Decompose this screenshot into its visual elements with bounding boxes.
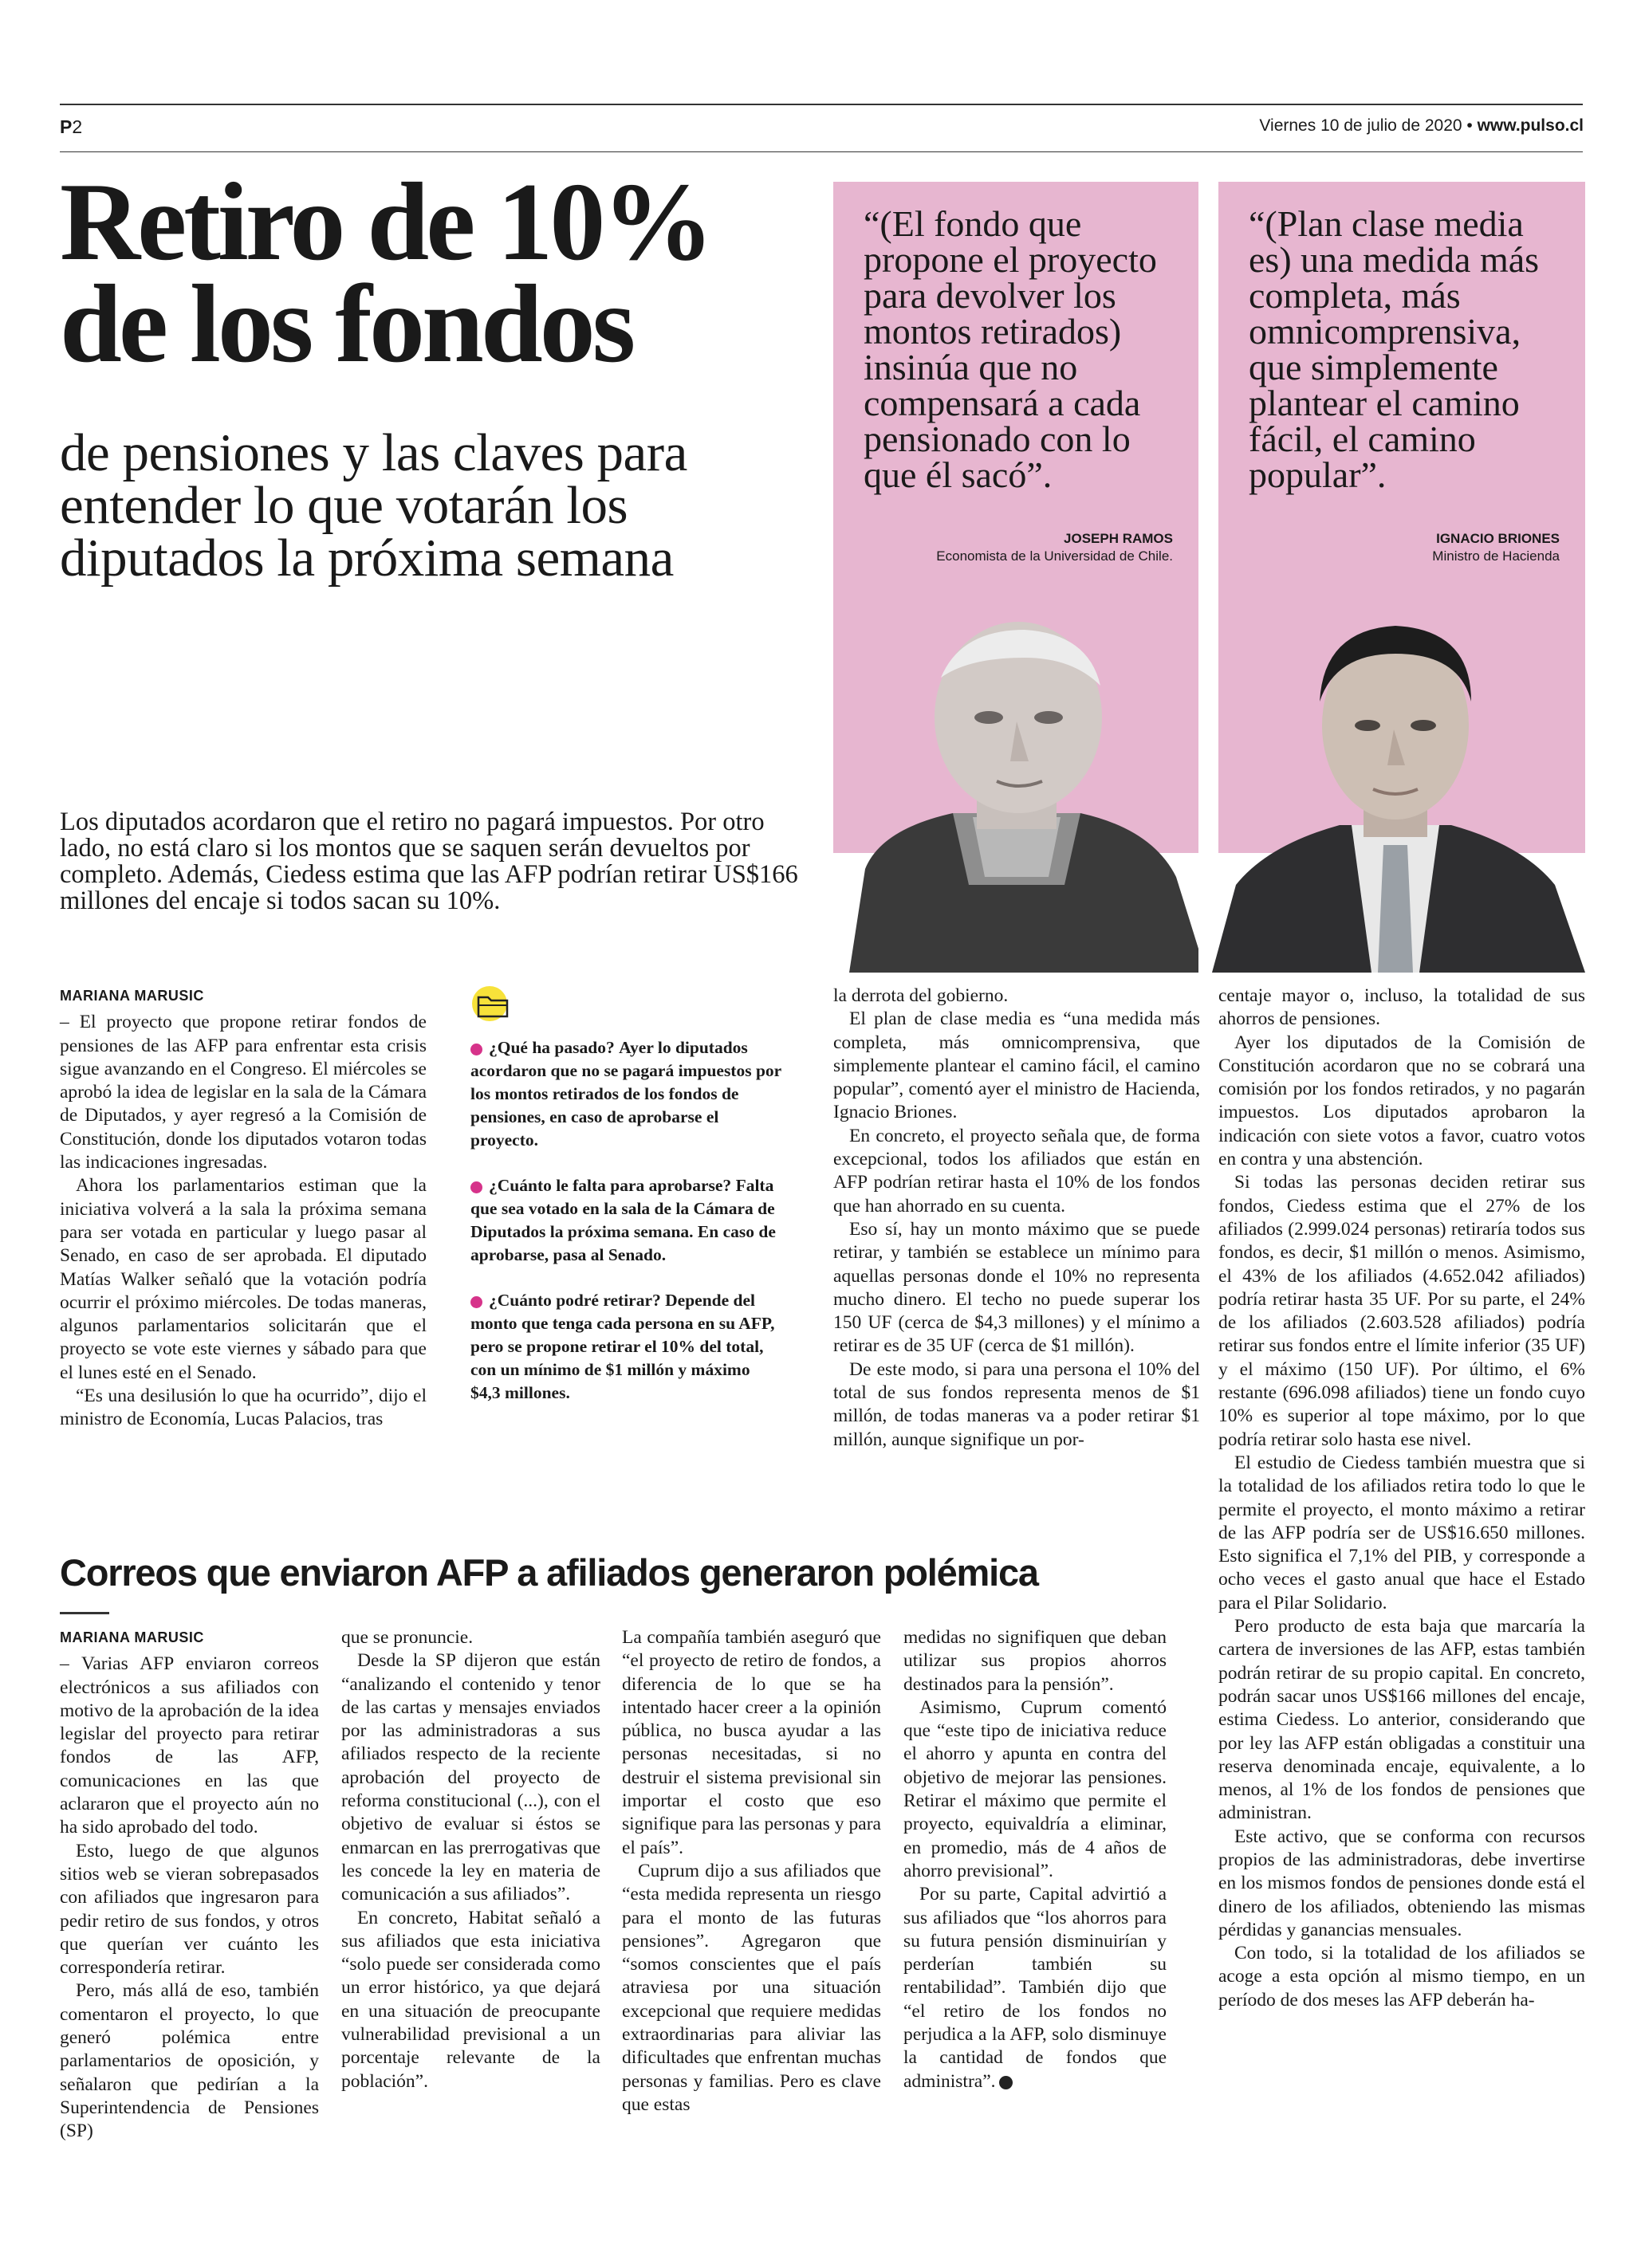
page-number: 2	[72, 116, 83, 137]
page-folio	[60, 116, 82, 138]
qa-item	[470, 1036, 781, 1152]
dateline	[1259, 116, 1584, 136]
portrait-ramos	[833, 614, 1198, 973]
qa-answer: Depende del monto que tenga cada persona en su AFP, pero se propone retirar el 10% del total, con un mínimo de $1 millón y máximo $4,3 millones.	[470, 1291, 775, 1402]
page-letter: P	[60, 116, 73, 137]
paragraph: Pero producto de esta baja que marcaría la cartera de inversiones de las AFP, estas también podrán retirar de su propio capital. En concreto, podrán sacar unos US$166 millones del encaje, estima Ciedess. Lo anterior, considerando que por ley las AFP están obligadas a constituir una reserva denominada encaje, equivalente, a lo menos, al 1% de los fondos de pensiones que administran.	[1218, 1616, 1585, 1824]
paragraph: la derrota del gobierno.	[833, 985, 1009, 1006]
paragraph: Eso sí, hay un monto máximo que se puede retirar, y también se establece un mínimo para aquellas personas donde el 10% no representa mucho dinero. El techo no puede superar los 150 UF (cerca de $4,3 millones) y el mínimo a retirar es de 35 UF (cerca de $1 millón).	[833, 1218, 1200, 1357]
paragraph: Esto, luego de que algunos sitios web se vieran sobrepasados con afiliados que ingresaron para pedir retiro de sus fondos, y otros que querían ver cuánto les correspondería retirar.	[60, 1840, 319, 1979]
paragraph-text: Por su parte, Capital advirtió a sus afiliados que “los ahorros para su futura pensión disminuirían y perderían también su rentabilidad”. También dijo que “el retiro de los fondos no perjudica a la AFP, solo disminuye la cantidad de fondos que administra”.	[903, 1884, 1167, 2092]
quote-text-briones: “(Plan clase media es) una medida más completa, más omnicomprensiva, que simplemente plantear el camino fácil, el camino popular”.	[1249, 203, 1540, 495]
qa-question: ¿Cuánto le falta para aprobarse?	[489, 1176, 732, 1195]
quote-text-ramos: “(El fondo que propone el proyecto para devolver los montos retirados) insinúa que no compensará a cada pensionado con lo que él sacó”.	[864, 203, 1157, 495]
article2-title: Correos que enviaron AFP a afiliados generaron polémica	[60, 1551, 1038, 1594]
qa-answer: Ayer lo diputados acordaron que no se pagará impuestos por los montos retirados de los fondos de pensiones, en caso de aprobarse el proyecto.	[470, 1038, 781, 1150]
qa-question: ¿Qué ha pasado?	[489, 1038, 615, 1057]
issue-date: Viernes 10 de julio de 2020	[1259, 116, 1462, 135]
paragraph: El estudio de Ciedess también muestra que si la totalidad de los afiliados retira todo lo que le permite el proyecto, el monto máximo a retirar de las AFP podría ser de US$16.650 millones. Esto significa el 7,1% del PIB, y corresponde a ocho veces el gasto anual que hace el Estado para el Pilar Solidario.	[1218, 1452, 1585, 1614]
paragraph: que se pronuncie.	[341, 1627, 474, 1648]
site-link[interactable]: www.pulso.cl	[1477, 116, 1584, 135]
top-rule	[60, 104, 1583, 105]
qa-question: ¿Cuánto podré retirar?	[489, 1291, 661, 1310]
paragraph: Cuprum dijo a sus afiliados que “esta medida representa un riesgo para el monto de las futuras pensiones”. Agregaron que “somos conscientes que el país atraviesa por una situación excepcional que requiere medidas extraordinarias para aliviar las dificultades que enfrentan muchas personas y familias. Pero es clave que estas	[622, 1860, 881, 2115]
paragraph: La compañía también aseguró que “el proyecto de retiro de fondos, a diferencia de lo que se ha intentado hacer creer a la opinión pública, no busca ayudar a las personas necesitadas, si no destruir el sistema previsional sin importar el costo que eso signifique para las personas y para el país”.	[622, 1627, 881, 1858]
paragraph: centaje mayor o, incluso, la totalidad de sus ahorros de pensiones.	[1218, 985, 1585, 1030]
portrait-briones	[1204, 614, 1585, 973]
paragraph: Con todo, si la totalidad de los afiliados se acoge a esta opción al mismo tiempo, en un período de dos meses las AFP deberán ha-	[1218, 1943, 1585, 2011]
article1-col1	[60, 985, 427, 1432]
headline: Retiro de 10% de los fondos	[60, 160, 711, 386]
article1-col4	[1218, 985, 1585, 2012]
paragraph: Asimismo, Cuprum comentó que “este tipo de iniciativa reduce el ahorro y apunta en contra del objetivo de mejorar las pensiones. Retirar el máximo que permite el proyecto, equivaldría a eliminar, en promedio, más de 4 años de ahorro previsional”.	[903, 1696, 1167, 1881]
paragraph: Si todas las personas deciden retirar sus fondos, Ciedess estima que el 27% de los afiliados (2.999.024 personas) retiraría todos sus fondos, es decir, $1 millón o menos. Asimismo, el 43% de los afiliados (4.652.042 afiliados) podría retirar hasta 35 UF. Por su parte, el 24% de los afiliados (2.603.528 afiliados) podría retirar sus fondos entre el límite inferior (35 UF) y el máximo (150 UF). Por último, el 6% restante (696.098 afiliados) tiene un fondo cuyo 10% es superior al tope máximo, por lo que podría retirar solo hasta ese nivel.	[1218, 1172, 1585, 1450]
quote-role-ramos: Economista de la Universidad de Chile.	[936, 548, 1173, 564]
paragraph: En concreto, Habitat señaló a sus afiliados que esta iniciativa “solo puede ser considerada como un error histórico, ya que dejará en una situación de preocupante vulnerabilidad previsional a un porcentaje relevante de la población”.	[341, 1907, 600, 2092]
folder-icon	[470, 985, 515, 1027]
article2-col3	[622, 1626, 881, 2117]
paragraph: El plan de clase media es “una medida más completa, más omnicomprensiva, que simplemente plantear el camino fácil, el camino popular”, comentó ayer el ministro de Hacienda, Ignacio Briones.	[833, 1008, 1200, 1123]
paragraph: Ahora los parlamentarios estiman que la iniciativa volverá a la sala la próxima semana para ser votada en particular y luego pasar al Senado, en caso de ser aprobada. El diputado Matías Walker señaló que la votación podría ocurrir el próximo miércoles. De todas maneras, algunos parlamentarios solicitarán que el proyecto se vote este viernes y sábado para que el lunes esté en el Senado.	[60, 1175, 427, 1383]
sidebar-qa	[470, 1036, 781, 1427]
paragraph	[903, 1883, 1167, 2093]
lead-paragraph: Los diputados acordaron que el retiro no pagará impuestos. Por otro lado, no está claro si los montos que se saquen serán devueltos por completo. Además, Ciedess estima que las AFP podrían retirar US$166 millones del encaje si todos sacan su 10%.	[60, 808, 798, 915]
paragraph: – El proyecto que propone retirar fondos de pensiones de las AFP para enfrentar esta crisis sigue avanzando en el Congreso. El miércoles se aprobó la idea de legislar en la sala de la Cámara de Diputados, y ayer regresó a la Comisión de Constitución, donde los diputados votaron todas las indicaciones ingresadas.	[60, 1012, 427, 1173]
article2-col2	[341, 1626, 600, 2093]
end-mark-icon: P	[999, 2076, 1013, 2089]
bullet-dot-icon	[470, 1181, 482, 1193]
header-rule	[60, 151, 1583, 152]
paragraph: “Es una desilusión lo que ha ocurrido”, dijo el ministro de Economía, Lucas Palacios, tras	[60, 1386, 427, 1430]
quote-name-briones: IGNACIO BRIONES	[1436, 531, 1560, 546]
paragraph: – Varias AFP enviaron correos electrónicos a sus afiliados con motivo de la aprobación de la idea legislar del proyecto para retirar fondos de las AFP, comunicaciones en las que aclararon que el proyecto aún no ha sido aprobado del todo.	[60, 1653, 319, 1838]
article1-byline: MARIANA MARUSIC	[60, 988, 204, 1004]
paragraph: Este activo, que se conforma con recursos propios de las administradoras, debe invertirse en los mismos fondos de pensiones donde está el dinero de los afiliados, obteniendo las mismas pérdidas y ganancias mensuales.	[1218, 1826, 1585, 1940]
paragraph: En concreto, el proyecto señala que, de forma excepcional, todos los afiliados que están en AFP podrían retirar hasta el 10% de los fondos que han ahorrado en su cuenta.	[833, 1125, 1200, 1217]
article2-title-rule	[60, 1612, 109, 1614]
bullet-dot-icon	[470, 1044, 482, 1055]
paragraph: De este modo, si para una persona el 10% del total de sus fondos representa menos de $1 millón, de todas maneras va a poder retirar $1 millón, aunque signifique un por-	[833, 1358, 1200, 1450]
qa-item	[470, 1174, 781, 1267]
qa-answer: Falta que sea votado en la sala de la Cámara de Diputados la próxima semana. En caso de aprobarse, pasa al Senado.	[470, 1176, 776, 1264]
subhead: de pensiones y las claves para entender lo que votarán los diputados la próxima semana	[60, 423, 687, 588]
paragraph: Pero, más allá de eso, también comentaron el proyecto, lo que generó polémica entre parlamentarios de oposición, y señalaron que pedirían a la Superintendencia de Pensiones (SP)	[60, 1980, 319, 2142]
bullet-dot-icon	[470, 1296, 482, 1308]
article2-col4	[903, 1626, 1167, 2093]
dateline-separator: •	[1462, 116, 1478, 135]
quote-name-ramos: JOSEPH RAMOS	[1064, 531, 1173, 546]
article1-col3	[833, 985, 1200, 1452]
quote-role-briones: Ministro de Hacienda	[1432, 548, 1560, 564]
paragraph: medidas no signifiquen que deban utilizar sus propios ahorros destinados para la pensión”.	[903, 1627, 1167, 1695]
article2-byline: MARIANA MARUSIC	[60, 1629, 204, 1645]
paragraph: Ayer los diputados de la Comisión de Constitución acordaron que no se cobrará una comisión por los fondos retirados, y no pagarán impuestos. Los diputados aprobaron la indicación con siete votos a favor, cuatro votos en contra y una abstención.	[1218, 1032, 1585, 1170]
qa-item	[470, 1289, 781, 1405]
article2-col1	[60, 1626, 319, 2144]
paragraph: Desde la SP dijeron que están “analizando el contenido y tenor de las cartas y mensajes enviados por las administradoras a sus afiliados respecto de la reciente aprobación del proyecto de reforma constitucional (...), con el objetivo de evaluar si éstos se enmarcan en las prerrogativas que les concede la ley en materia de comunicación a sus afiliados”.	[341, 1650, 600, 1905]
